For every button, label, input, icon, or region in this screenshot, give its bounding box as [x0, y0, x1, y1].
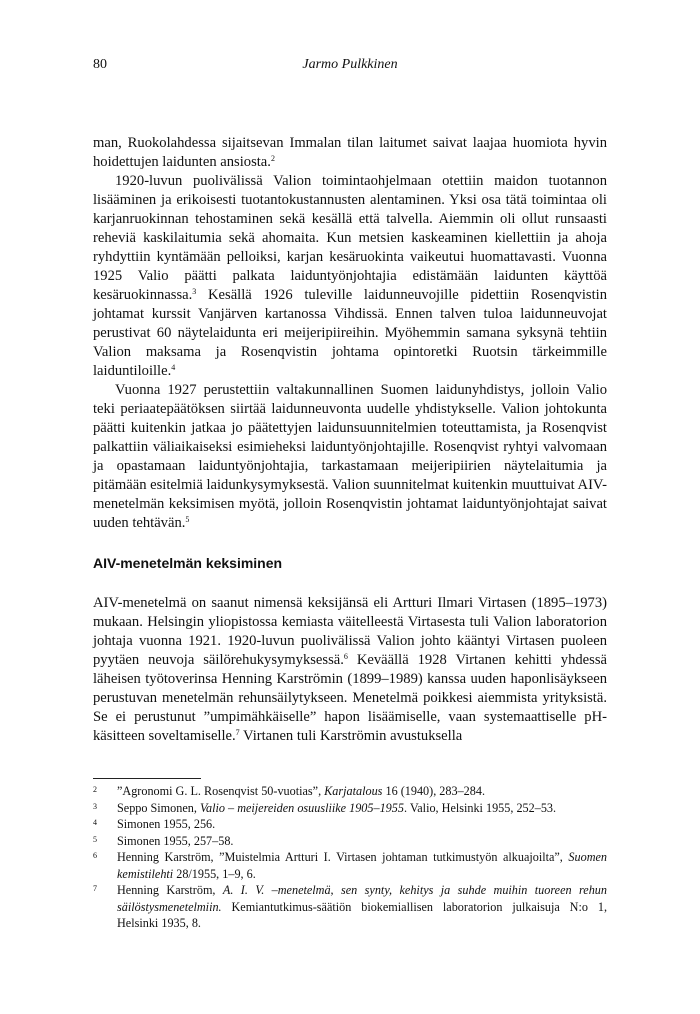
footnote-number: 6 — [93, 851, 97, 860]
paragraph-aiv-method: AIV-menetelmä on saanut nimensä keksijänsä eli Artturi Ilmari Virtasen (1895–1973) mukaan. Helsingin yliopistossa kemiasta väitelleestä Virtasesta tuli Valion laboratorion johtaja vuonna 1921. 1920-luvun puolivälissä Valion johto kääntyi Virtasen puoleen pyytäen neuvoja säilörehukysymyksessä.$^6$ Keväällä 1928 Virtanen kehitti yhdessä läheisen työtoverinsa Henning Karströmin (1899–1989) kanssa uuden haponlisäykseen perustuvan menetelmän rehunsäilytykseen. Menetelmä poikkesi aiemmista yrityksistä. Se ei perustunut ”umpimähkäiselle” hapon lisäämiselle, vaan systemaattiselle pH-käsitteen soveltamiselle.$^7$ Virtanen tuli Karströmin avustuksella — [93, 595, 607, 744]
footnote-number: 5 — [93, 834, 97, 844]
paragraph-laidunyhdistys: Vuonna 1927 perustettiin valtakunnallinen Suomen laidunyhdistys, jolloin Valio teki periaatepäätöksen siirtää laidunneuvonta uudelle yhdistykselle. Valion johtokunta päätti kuitenkin jatkaa jo päätettyjen laidunsuunnitelmien toteuttamista, ja Rosenqvist palkattiin väliaikaiseksi esimieheksi laiduntyönjohtajille. Rosenqvist ryhtyi valvomaan ja opastamaan laiduntyönjohtajia, tarkastamaan meijeripiirien näytelaitumia ja pitämään esitelmiä laidunkysymyksestä. Valion suunnitelmat kuitenkin muuttuivat AIV-menetelmän keksimisen myötä, jolloin Rosenqvistin johtamat laiduntyönjohtajat saivat uuden tehtävän.$^5$ — [93, 382, 607, 531]
footnote: 6 Henning Karström, ”Muistelmia Artturi I. Virtasen johtaman tutkimustyön alkuajoilta”, Suomen kemistilehti 28/1955, 1–9, 6. — [93, 850, 607, 881]
running-head — [93, 55, 607, 75]
footnote: 7 Henning Karström, A. I. V. –menetelmä, sen synty, kehitys ja suhde muihin tuoreen rehun säilöstysmenetelmiin. Kemiantutkimus-säätiön biokemiallisen laboratorion julkaisuja N:o 1, Helsinki 1935, 8. — [93, 883, 607, 930]
paragraph-continuation: man, Ruokolahdessa sijaitsevan Immalan tilan laitumet saivat laajaa huomiota hyvin hoidettujen laidunten ansiosta.$^2$ — [93, 135, 607, 170]
footnote: 4 Simonen 1955, 256. — [93, 817, 216, 831]
footnote-ref[interactable]: 6 — [343, 652, 348, 661]
footnote-ref[interactable]: 4 — [171, 363, 176, 372]
footnote-number: 7 — [93, 884, 97, 893]
page-number: 80 — [93, 57, 107, 72]
footnote: 2 ”Agronomi G. L. Rosenqvist 50-vuotias”, Karjatalous 16 (1940), 283–284. — [93, 784, 485, 798]
footnote-ref[interactable]: 2 — [270, 154, 275, 163]
footnote-ref[interactable]: 5 — [185, 515, 190, 524]
footnote: 5 Simonen 1955, 257–58. — [93, 833, 234, 848]
footnote-ref[interactable]: 7 — [235, 728, 240, 737]
footnote: 3 Seppo Simonen, Valio – meijereiden osuusliike 1905–1955. Valio, Helsinki 1955, 252–53. — [93, 800, 557, 815]
paragraph-valio-program: 1920-luvun puolivälissä Valion toimintaohjelmaan otettiin maidon tuotannon lisääminen ja erikoisesti tuotantokustannusten alentaminen. Yksi osa tätä toimintaa oli karjanruokinnan tehostaminen sekä kesällä että talvella. Aiemmin oli ollut runsaasti reheviä kaskilaitumia sekä ahomaita. Kun metsien kaskeaminen kiellettiin ja ahoja ryhdyttiin kyntämään pelloiksi, karjan kesäruokinta vaikeutui huomattavasti. Vuonna 1925 Valio päätti palkata laiduntyönjohtajia edistämään laidunten käyttöä kesäruokinnassa.$^3$ Kesällä 1926 tuleville laidunneuvojille pidettiin Rosenqvistin johtamat kurssit Vanjärven kartanossa Vihdissä. Ennen talven tuloa laidunneuvojat perustivat 60 näytelaidunta eri meijeripiireihin. Myöhemmin samana syksynä tehtiin Valion maksama ja Rosenqvistin johtama opintoretki Ruotsin tärkeimmille laiduntiloille.$^4$ — [93, 173, 607, 379]
section-heading: AIV-menetelmän keksiminen — [93, 555, 283, 571]
footnotes — [93, 783, 607, 932]
footnote-number: 4 — [93, 818, 97, 827]
footnote-number: 2 — [93, 785, 97, 794]
footnote-ref[interactable]: 3 — [192, 287, 197, 296]
main-body-text — [93, 134, 607, 533]
section-body-text — [93, 594, 607, 746]
running-title: Jarmo Pulkkinen — [302, 57, 398, 72]
footnote-separator — [93, 778, 201, 779]
footnote-number: 3 — [93, 801, 97, 811]
